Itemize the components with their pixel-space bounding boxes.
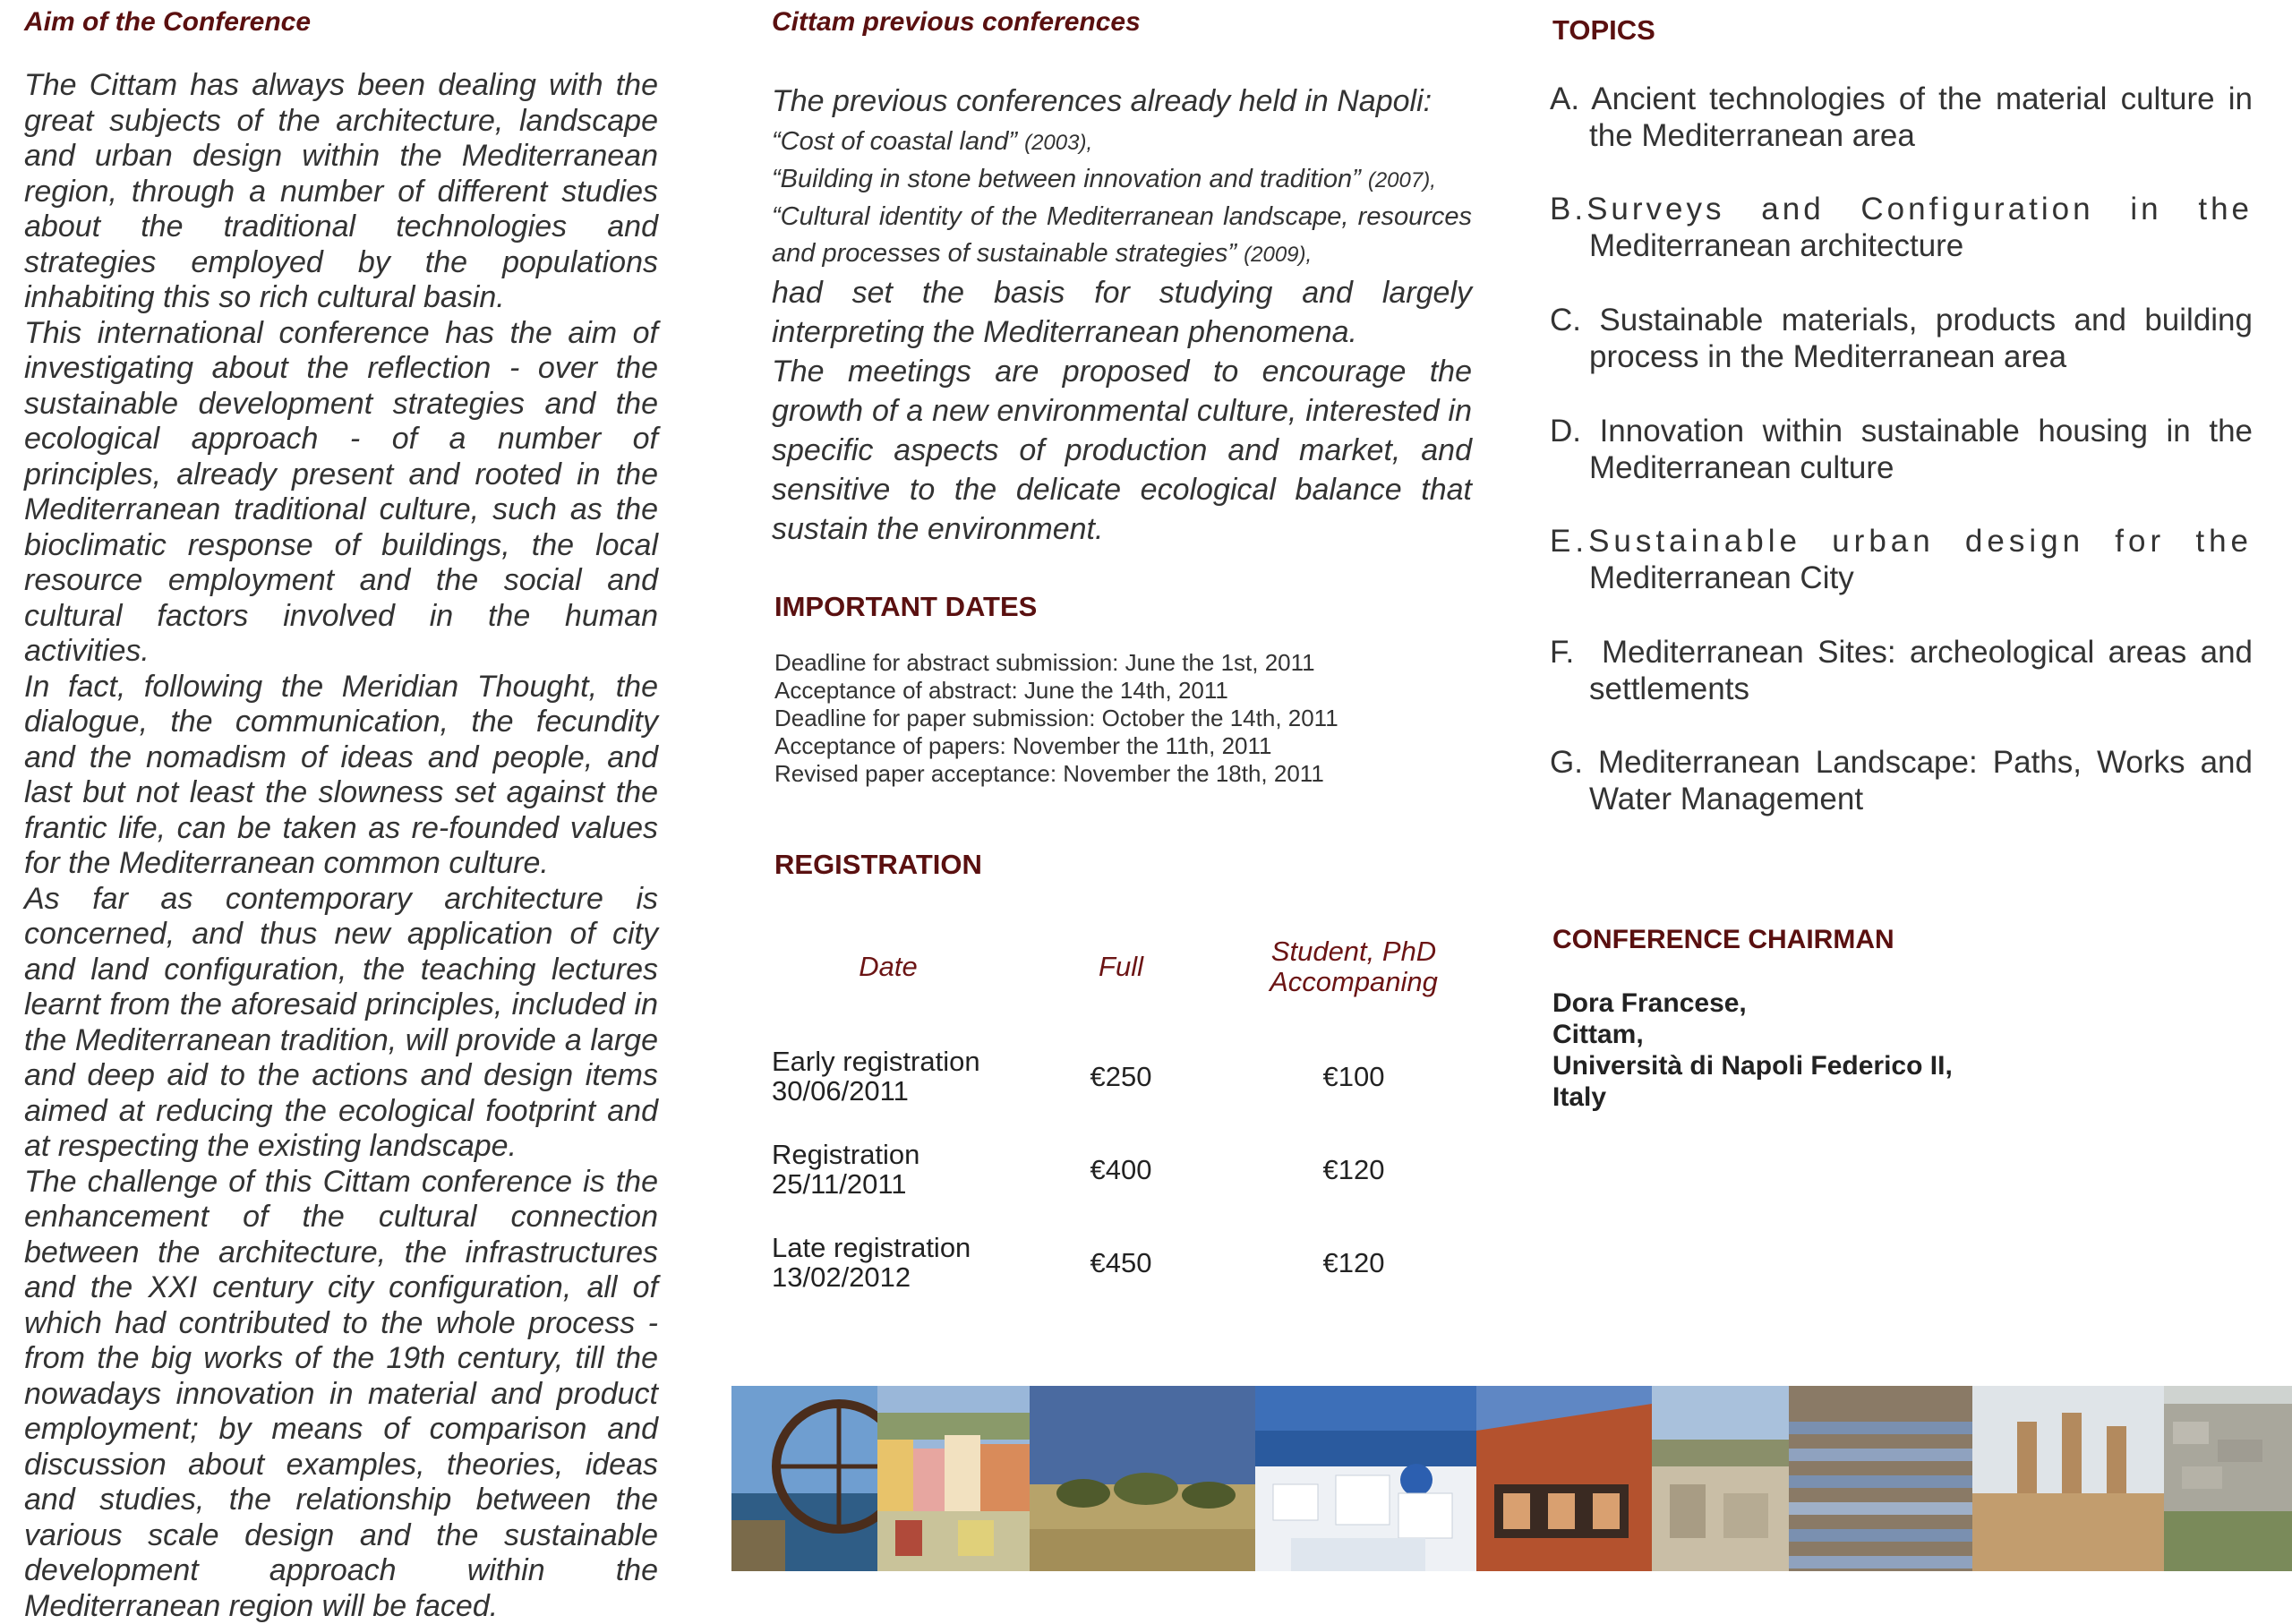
topic-b: B.Surveys and Configuration in the Mediterranean architecture <box>1550 191 2253 264</box>
header-student: Student, PhD Accompaning <box>1237 931 1470 1003</box>
photo-waterwheel <box>731 1386 877 1571</box>
topic-a: A. Ancient technologies of the material culture in the Mediterranean area <box>1550 81 2253 154</box>
previous-item-1: “Cost of coastal land” (2003), <box>772 127 1092 156</box>
topic-e: E.Sustainable urban design for the Mediterranean City <box>1550 523 2253 596</box>
photo-santorini <box>1255 1386 1476 1571</box>
topic-c: C. Sustainable materials, products and building process in the Mediterranean area <box>1550 302 2253 375</box>
aim-heading: Aim of the Conference <box>24 7 658 38</box>
dates-list <box>774 649 1338 788</box>
date-line-4: Acceptance of papers: November the 11th, 2011 <box>774 732 1338 760</box>
row-student: €120 <box>1237 1216 1470 1309</box>
row-label: Registration 25/11/2011 <box>772 1123 1005 1216</box>
date-line-5: Revised paper acceptance: November the 18th, 2011 <box>774 760 1338 788</box>
topic-g: G. Mediterranean Landscape: Paths, Works and Water Management <box>1550 744 2253 817</box>
previous-item-2: “Building in stone between innovation and tradition” (2007), <box>772 165 1436 193</box>
chairman-line-2: Cittam, <box>1552 1019 1953 1050</box>
header-date: Date <box>772 931 1005 1003</box>
photo-stone-wall <box>2164 1386 2292 1571</box>
table-row <box>772 1030 1470 1123</box>
chairman-line-3: Università di Napoli Federico II, <box>1552 1050 1953 1081</box>
registration-table <box>772 931 1470 1309</box>
previous-meetings: The meetings are proposed to encourage the growth of a new environmental culture, interested in specific aspects of production and market, and sensitive to the delicate ecological balance that sustain the environment. <box>772 352 1472 549</box>
chairman-line-4: Italy <box>1552 1081 1953 1113</box>
date-line-3: Deadline for paper submission: October the 14th, 2011 <box>774 705 1338 732</box>
photo-stone-ruins <box>1652 1386 1789 1571</box>
aim-paragraph-3: In fact, following the Meridian Thought, the dialogue, the communication, the fecundity and the nomadism of ideas and people, and last but not least the slowness set against the frantic life, can be taken as re-founded values for the Mediterranean common culture. <box>24 670 658 882</box>
header-full: Full <box>1005 931 1237 1003</box>
topics-column <box>1550 0 2253 1164</box>
aim-paragraph-5: The challenge of this Cittam conference is the enhancement of the cultural connection between the architecture, the infrastructures and the XXI century city configuration, all of which had contributed to the whole process - from the big works of the 19th century, till the nowadays innovation in material and product employment; by means of comparison and discussion about examples, theories, ideas and studies, the relationship between the various scale design and the sustainable development approach within the Mediterranean region will be faced. <box>24 1165 658 1624</box>
photo-strip <box>731 1386 2292 1571</box>
topic-f: F. Mediterranean Sites: archeological areas and settlements <box>1550 634 2253 707</box>
registration-header-row <box>772 931 1470 1003</box>
previous-list <box>772 124 1472 273</box>
previous-column <box>772 0 1472 1379</box>
date-line-2: Acceptance of abstract: June the 14th, 2011 <box>774 677 1338 705</box>
table-row <box>772 1216 1470 1309</box>
previous-intro: The previous conferences already held in Napoli: <box>772 79 1472 124</box>
photo-wind-towers <box>1972 1386 2164 1571</box>
date-line-1: Deadline for abstract submission: June the 1st, 2011 <box>774 649 1338 677</box>
photo-colorful-houses <box>877 1386 1030 1571</box>
row-full: €450 <box>1005 1216 1237 1309</box>
chairman-line-1: Dora Francese, <box>1552 987 1953 1019</box>
aim-paragraph-4: As far as contemporary architecture is concerned, and thus new application of city and land configuration, the teaching lectures learnt from the aforesaid principles, included in the Mediterranean tradition, will provide a large and deep aid to the actions and design items aimed at reducing the ecological footprint and at respecting the existing landscape. <box>24 882 658 1165</box>
photo-modern-building <box>1476 1386 1652 1571</box>
table-row <box>772 1123 1470 1216</box>
aim-column <box>24 0 658 1624</box>
row-student: €100 <box>1237 1030 1470 1123</box>
row-student: €120 <box>1237 1123 1470 1216</box>
previous-item-3: “Cultural identity of the Mediterranean landscape, resources and processes of sustainable strategies” (2009), <box>772 202 1472 268</box>
aim-paragraph-1: The Cittam has always been dealing with the great subjects of the architecture, landscape and urban design within the Mediterranean region, through a number of different studies about the traditional technologies and strategies employed by the populations inhabiting this so rich cultural basin. <box>24 68 658 316</box>
previous-after: had set the basis for studying and largely interpreting the Mediterranean phenomena. <box>772 273 1472 352</box>
chairman-block <box>1552 987 1953 1113</box>
registration-heading: REGISTRATION <box>774 849 982 881</box>
row-full: €400 <box>1005 1123 1237 1216</box>
row-label: Early registration 30/06/2011 <box>772 1030 1005 1123</box>
dates-heading: IMPORTANT DATES <box>774 591 1037 623</box>
previous-heading: Cittam previous conferences <box>772 7 1141 38</box>
aim-paragraph-2: This international conference has the aim of investigating about the reflection - over the sustainable development strategies and the ecological approach - of a number of principles, already present and rooted in the Mediterranean traditional culture, such as the bioclimatic response of buildings, the local resource employment and the social and cultural factors involved in the human activities. <box>24 316 658 670</box>
chairman-heading: CONFERENCE CHAIRMAN <box>1552 925 1894 955</box>
photo-olive-field <box>1030 1386 1255 1571</box>
row-label: Late registration 13/02/2012 <box>772 1216 1005 1309</box>
row-full: €250 <box>1005 1030 1237 1123</box>
photo-tiled-stairs <box>1789 1386 1972 1571</box>
topics-heading: TOPICS <box>1552 14 1655 47</box>
topic-d: D. Innovation within sustainable housing in the Mediterranean culture <box>1550 413 2253 486</box>
